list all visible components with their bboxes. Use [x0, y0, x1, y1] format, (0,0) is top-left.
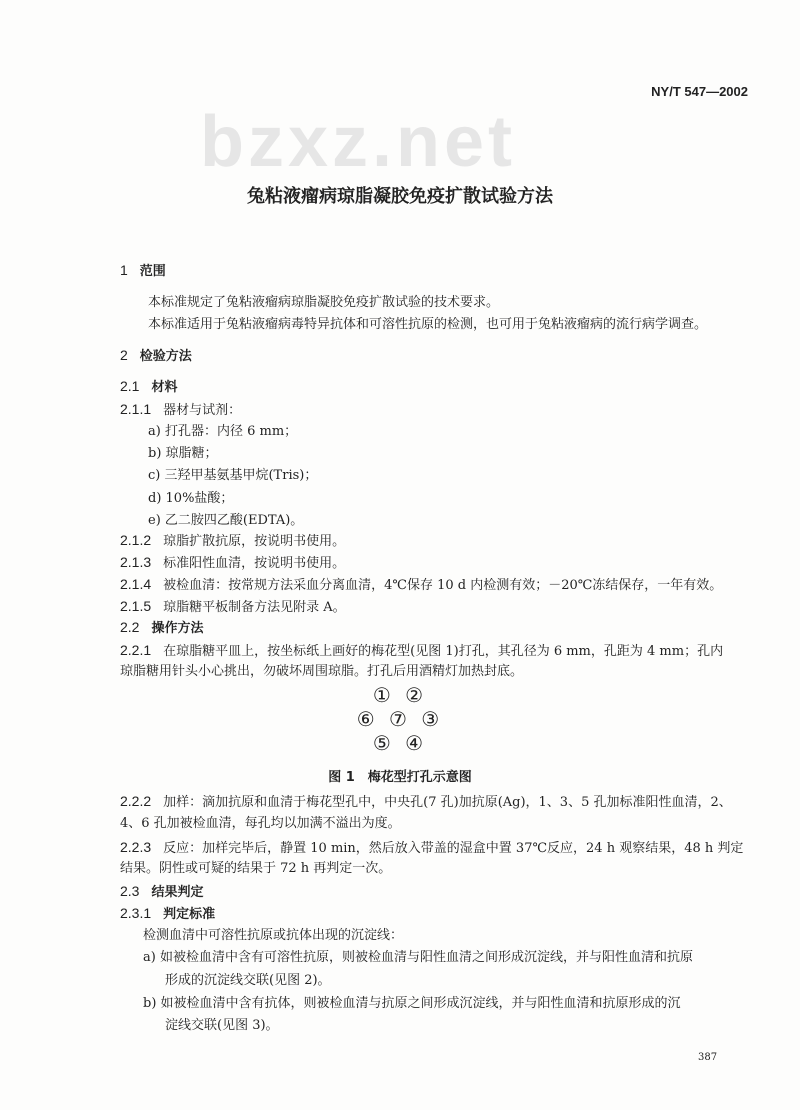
section-number: 2.2 [120, 619, 140, 635]
line-text: e) 乙二胺四乙酸(EDTA)。 [148, 513, 304, 528]
line-text: 检验方法 [139, 349, 192, 364]
line-text: 反应：加样完毕后，静置 10 min，然后放入带盖的湿盒中置 37℃反应，24 h 观察结果，48 h 判定 [163, 841, 744, 856]
section-heading-2-1-5 [120, 598, 346, 616]
section-heading-2-1 [120, 378, 177, 396]
line-text: c) 三羟甲基氨基甲烷(Tris)； [148, 468, 318, 483]
line-text: 琼脂扩散抗原，按说明书使用。 [163, 534, 346, 549]
section-number: 2.1.1 [120, 401, 152, 417]
paragraph-line [165, 973, 331, 989]
paragraph-line [120, 861, 391, 877]
paragraph-line [148, 317, 707, 333]
section-heading-2-1-3 [120, 554, 345, 572]
paragraph-line [165, 1018, 279, 1034]
line-text: 判定标准 [163, 907, 216, 922]
line-text: 标准阳性血清，按说明书使用。 [163, 556, 346, 571]
line-text: 在琼脂糖平皿上，按坐标纸上画好的梅花型(见图 1)打孔，其孔径为 6 mm，孔距为 4 mm；孔内 [163, 644, 724, 659]
paragraph-line [148, 513, 303, 529]
figure1-row2: ⑥ ⑦ ③ [356, 707, 444, 731]
figure1-row1: ① ② [372, 683, 428, 707]
line-text: 被检血清：按常规方法采血分离血清，4℃保存 10 d 内检测有效；－20℃冻结保存，一年有效。 [163, 578, 723, 593]
line-text: 操作方法 [151, 621, 204, 636]
paragraph-line [143, 928, 403, 944]
section-number: 2.3 [120, 883, 140, 899]
section-number: 2.1.4 [120, 576, 152, 592]
line-text: 本标准规定了兔粘液瘤病琼脂凝胶免疫扩散试验的技术要求。 [148, 295, 500, 310]
paragraph-line [148, 491, 233, 507]
line-text: 淀线交联(见图 3)。 [165, 1018, 279, 1033]
line-text: 加样：滴加抗原和血清于梅花型孔中，中央孔(7 孔)加抗原(Ag)，1、3、5 孔加标准阳性血清，2、 [163, 795, 732, 810]
section-heading-2 [120, 347, 192, 365]
line-text: a) 打孔器：内径 6 mm； [148, 424, 298, 439]
section-number: 2.2.3 [120, 839, 152, 855]
section-number: 2.1.5 [120, 598, 152, 614]
line-text: 材料 [151, 380, 178, 395]
paragraph-line [143, 950, 693, 966]
line-text: 形成的沉淀线交联(见图 2)。 [165, 973, 331, 988]
section-number: 2.1 [120, 378, 140, 394]
paragraph-line [143, 996, 681, 1012]
section-heading-2-2 [120, 619, 203, 637]
line-text: 本标准适用于兔粘液瘤病毒特异抗体和可溶性抗原的检测，也可用于兔粘液瘤病的流行病学调查。 [148, 317, 708, 332]
line-text: d) 10%盐酸； [148, 491, 234, 506]
section-heading-2-2-1 [120, 642, 723, 660]
section-number: 1 [120, 262, 128, 278]
line-text: a) 如被检血清中含有可溶性抗原，则被检血清与阳性血清之间形成沉淀线，并与阳性血清和抗原 [143, 950, 693, 965]
figure1-caption: 图 1 梅花型打孔示意图 [328, 770, 472, 785]
paragraph-line [148, 446, 218, 462]
section-heading-2-1-2 [120, 532, 345, 550]
section-number: 2.3.1 [120, 905, 152, 921]
watermark: bzxz.net [200, 102, 517, 182]
page-number: 387 [698, 1052, 718, 1063]
paragraph-line [148, 424, 297, 440]
line-text: 琼脂糖用针头小心挑出，勿破坏周围琼脂。打孔后用酒精灯加热封底。 [120, 664, 524, 679]
section-heading-2-3-1 [120, 905, 215, 923]
document-title: 兔粘液瘤病琼脂凝胶免疫扩散试验方法 [247, 186, 553, 207]
figure1-row3: ⑤ ④ [372, 731, 428, 755]
section-heading-2-1-4 [120, 576, 722, 594]
section-number: 2.1.3 [120, 554, 152, 570]
line-text: 检测血清中可溶性抗原或抗体出现的沉淀线： [143, 928, 404, 943]
paragraph-line [148, 468, 317, 484]
section-heading-2-2-3 [120, 839, 743, 857]
section-number: 2.2.2 [120, 793, 152, 809]
section-heading-2-3 [120, 883, 203, 901]
line-text: 结果判定 [151, 885, 204, 900]
section-heading-2-2-2 [120, 793, 732, 811]
section-heading-1 [120, 262, 166, 280]
line-text: 范围 [139, 264, 166, 279]
line-text: 结果。阴性或可疑的结果于 72 h 再判定一次。 [120, 861, 392, 876]
line-text: b) 琼脂糖； [148, 446, 218, 461]
line-text: 4、6 孔加被检血清，每孔均以加满不溢出为度。 [120, 816, 401, 831]
section-number: 2 [120, 347, 128, 363]
paragraph-line [148, 295, 499, 311]
section-number: 2.2.1 [120, 642, 152, 658]
section-heading-2-1-1 [120, 401, 241, 419]
line-text: 器材与试剂： [163, 403, 242, 418]
standard-number: NY/T 547—2002 [651, 84, 748, 99]
paragraph-line [120, 816, 401, 832]
paragraph-line [120, 664, 523, 680]
section-number: 2.1.2 [120, 532, 152, 548]
line-text: b) 如被检血清中含有抗体，则被检血清与抗原之间形成沉淀线，并与阳性血清和抗原形成的沉 [143, 996, 681, 1011]
line-text: 琼脂糖平板制备方法见附录 A。 [163, 600, 346, 615]
